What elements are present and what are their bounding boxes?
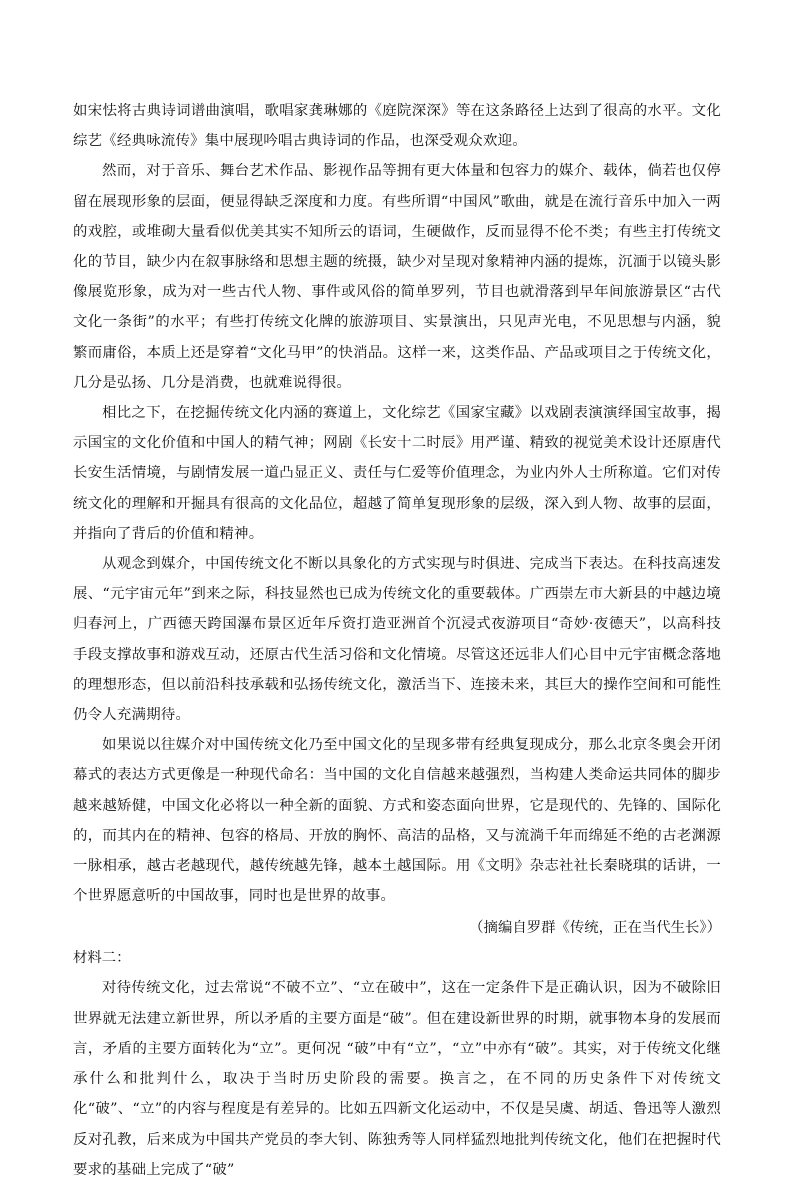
material-two-paragraph-1: 对待传统文化，过去常说“不破不立”、“立在破中”，这在一定条件下是正确认识，因为不破除旧世界就无法建立新世界，所以矛盾的主要方面是“破”。但在建设新世界的时期，就事物本身的发展而言，矛盾的主要方面转化为“立”。更何况 “破”中有“立”，“立”中亦有“破”。其实，对于传统文化继承什么和批判什么，取决于当时历史阶段的需要。换言之，在不同的历史条件下对传统文化“破”、“立”的内容与程度是有差异的。比如五四新文化运动中，不仅是吴虞、胡适、鲁迅等人激烈反对孔教，后来成为中国共产党员的李大钊、陈独秀等人同样猛烈地批判传统文化，他们在把握时代要求的基础上完成了“破” <box>73 980 721 1178</box>
paragraph-2: 然而，对于音乐、舞台艺术作品、影视作品等拥有更大体量和包容力的媒介、载体，倘若也仅停留在展现形象的层面，便显得缺乏深度和力度。有些所谓“中国风”歌曲，就是在流行音乐中加入一两的戏腔，或堆砌大量看似优美其实不知所云的语词，生硬做作，反而显得不伦不类；有些主打传统文化的节目，缺少内在叙事脉络和思想主题的统摄，缺少对呈现对象精神内涵的提炼，沉湎于以镜头影像展览形象，成为对一些古代人物、事件或风俗的简单罗列，节目也就滑落到早年间旅游景区“古代文化一条街”的水平；有些打传统文化牌的旅游项目、实景演出，只见声光电，不见思想与内涵，貌繁而庸俗，本质上还是穿着“文化马甲”的快消品。这样一来，这类作品、产品或项目之于传统文化，几分是弘扬、几分是消费，也就难说得很。 <box>73 163 721 391</box>
paragraph-3: 相比之下，在挖掘传统文化内涵的赛道上，文化综艺《国家宝藏》以戏剧表演演绎国宝故事，揭示国宝的文化价值和中国人的精气神；网剧《长安十二时辰》用严谨、精致的视觉美术设计还原唐代长安生活情境，与剧情发展一道凸显正义、责任与仁爱等价值理念，为业内外人士所称道。它们对传统文化的理解和开掘具有很高的文化品位，超越了简单复现形象的层级，深入到人物、故事的层面，并指向了背后的价值和精神。 <box>73 405 721 542</box>
paragraph-5: 如果说以往媒介对中国传统文化乃至中国文化的呈现多带有经典复现成分，那么北京冬奥会开闭幕式的表达方式更像是一种现代命名：当中国的文化自信越来越强烈，当构建人类命运共同体的脚步越来越矫健，中国文化必将以一种全新的面貌、方式和姿态面向世界，它是现代的、先锋的、国际化的，而其内在的精神、包容的格局、开放的胸怀、高洁的品格，又与流淌千年而绵延不绝的古老渊源一脉相承，越古老越现代，越传统越先锋，越本土越国际。用《文明》杂志社社长秦晓琪的话讲，一个世界愿意听的中国故事，同时也是世界的故事。 <box>73 737 721 905</box>
paragraph-4: 从观念到媒介，中国传统文化不断以具象化的方式实现与时俱进、完成当下表达。在科技高速发展、“元宇宙元年”到来之际，科技显然也已成为传统文化的重要载体。广西崇左市大新县的中越边境归春河上，广西德天跨国瀑布景区近年斥资打造亚洲首个沉浸式夜游项目“奇妙·夜德天”，以高科技手段支撑故事和游戏互动，还原古代生活习俗和文化情境。尽管这还远非人们心目中元宇宙概念落地的理想形态，但以前沿科技承载和弘扬传统文化，激活当下、连接未来，其巨大的操作空间和可能性仍令人充满期待。 <box>73 556 721 724</box>
paragraph-1: 如宋怯将古典诗词谱曲演唱，歌唱家龚琳娜的《庭院深深》等在这条路径上达到了很高的水平。文化综艺《经典咏流传》集中展现吟唱古典诗词的作品，也深受观众欢迎。 <box>73 103 721 150</box>
material-two-label: 材料二： <box>73 950 131 967</box>
document-body <box>73 96 721 1185</box>
material-one-text <box>73 96 721 911</box>
material-two-section <box>73 943 721 1184</box>
source-citation: （摘编自罗群《传统，正在当代生长》） <box>469 920 721 937</box>
